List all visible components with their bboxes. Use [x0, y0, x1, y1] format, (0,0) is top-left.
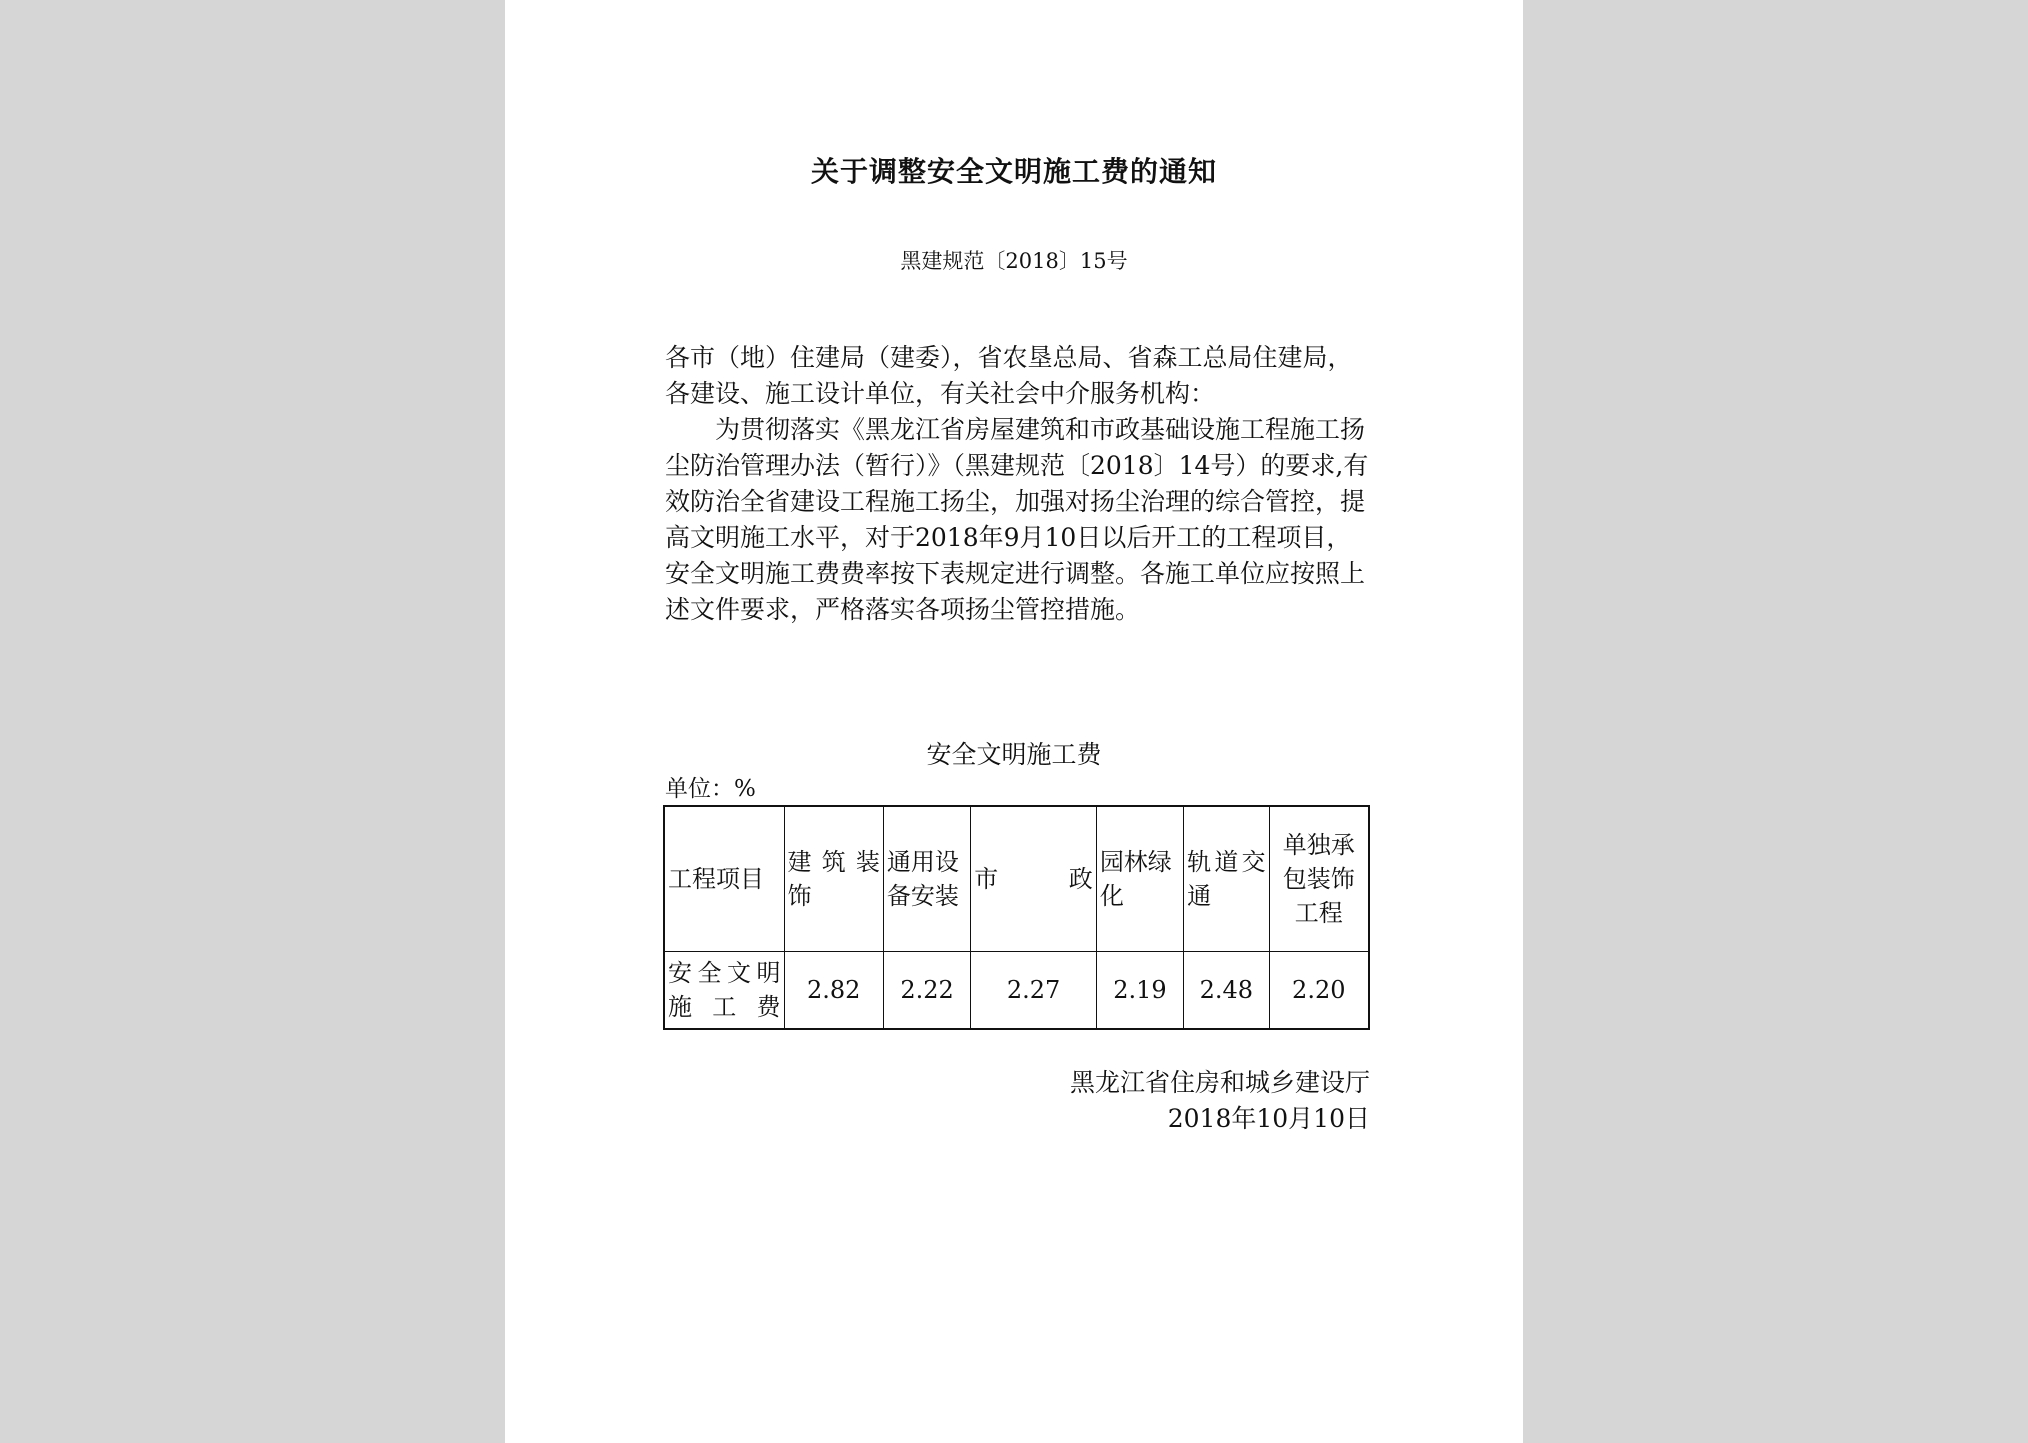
- header-separate-decoration: 单独承包装饰工程: [1269, 806, 1369, 952]
- header-project: 工程项目: [664, 806, 784, 952]
- value-landscaping: 2.19: [1096, 952, 1183, 1030]
- body-paragraph: 为贯彻落实《黑龙江省房屋建筑和市政基础设施工程施工扬尘防治管理办法（暂行）》（黑建规范〔2018〕14号）的要求,有效防治全省建设工程施工扬尘，加强对扬尘治理的综合管控，提高文明施工水平，对于2018年9月10日以后开工的工程项目，安全文明施工费费率按下表规定进行调整。各施工单位应按照上述文件要求，严格落实各项扬尘管控措施。: [665, 415, 1369, 624]
- fee-rate-table: [663, 805, 1370, 1030]
- row-label: 安全文明施工费: [664, 952, 784, 1030]
- table-row: [664, 952, 1369, 1030]
- document-number: 黑建规范〔2018〕15号: [900, 249, 1128, 273]
- value-separate-decoration: 2.20: [1269, 952, 1369, 1030]
- value-equipment-installation: 2.22: [883, 952, 970, 1030]
- header-equipment-installation: 通用设备安装: [883, 806, 970, 952]
- header-landscaping: 园林绿化: [1096, 806, 1183, 952]
- value-municipal: 2.27: [971, 952, 1097, 1030]
- value-rail-transit: 2.48: [1184, 952, 1269, 1030]
- header-rail-transit: 轨道交通: [1184, 806, 1269, 952]
- document-body: [665, 340, 1370, 628]
- header-building-decoration: 建筑装饰: [784, 806, 883, 952]
- table-title: 安全文明施工费: [926, 740, 1102, 769]
- signature-date: 2018年10月10日: [1167, 1104, 1370, 1133]
- document-page: [505, 0, 1523, 1443]
- signature-block: [665, 1065, 1370, 1137]
- table-unit-label: 单位：%: [665, 776, 756, 802]
- table-header-row: [664, 806, 1369, 952]
- document-title: 关于调整安全文明施工费的通知: [810, 155, 1217, 188]
- addressee-paragraph: 各市（地）住建局（建委），省农垦总局、省森工总局住建局，各建设、施工设计单位，有关社会中介服务机构：: [665, 343, 1353, 408]
- signature-organization: 黑龙江省住房和城乡建设厅: [1069, 1068, 1370, 1097]
- header-municipal: 市政: [971, 806, 1097, 952]
- value-building-decoration: 2.82: [784, 952, 883, 1030]
